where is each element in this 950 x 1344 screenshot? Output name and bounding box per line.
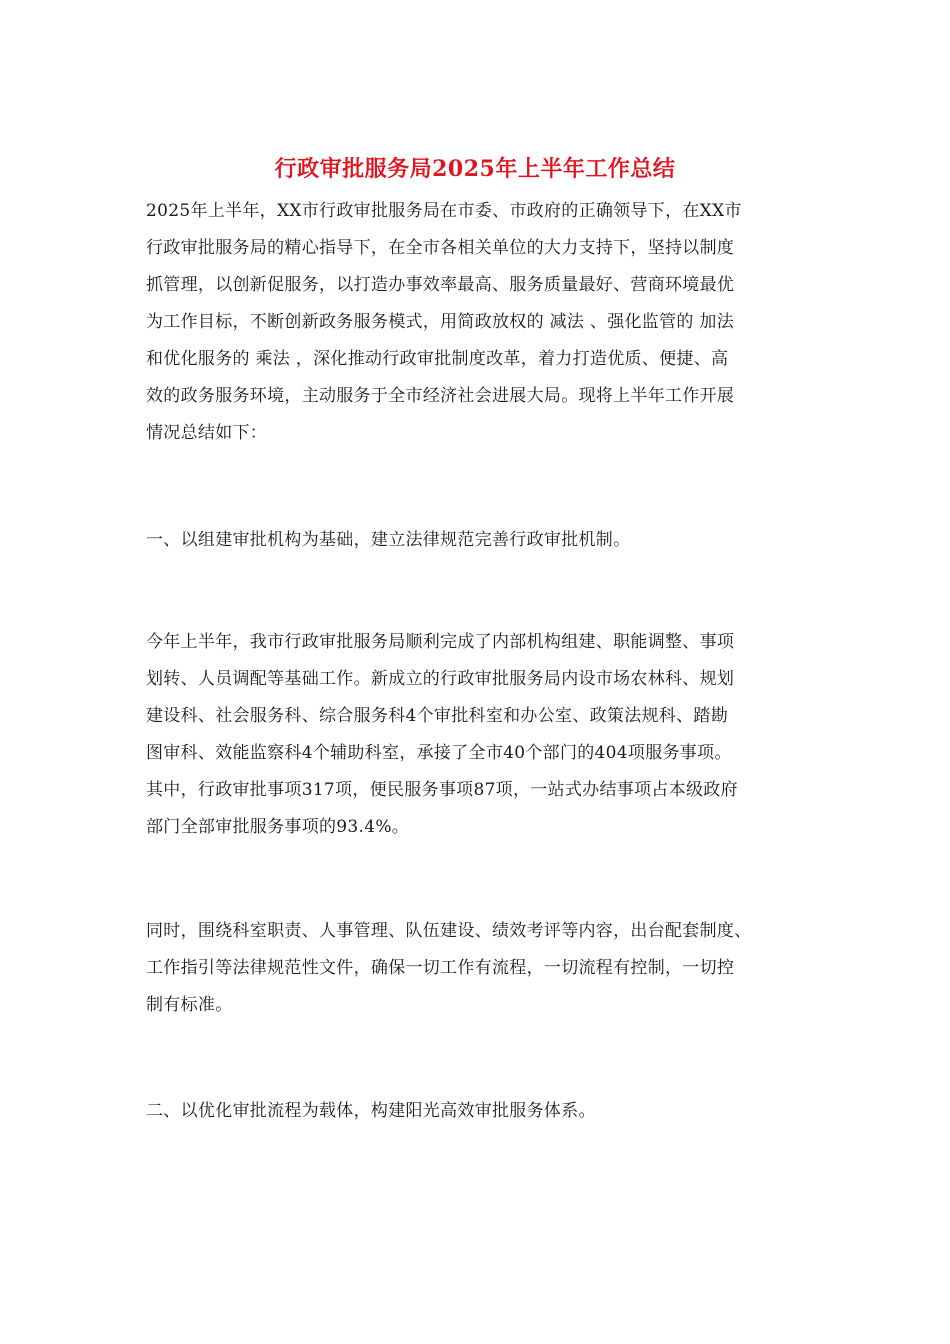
intro-line: 效的政务服务环境，主动服务于全市经济社会进展大局。现将上半年工作开展: [146, 386, 735, 406]
paragraph-line: 今年上半年，我市行政审批服务局顺利完成了内部机构组建、职能调整、事项: [146, 632, 735, 652]
intro-line: 2025年上半年，XX市行政审批服务局在市委、市政府的正确领导下，在XX市: [146, 201, 742, 221]
section-heading-2: 二、以优化审批流程为载体，构建阳光高效审批服务体系。: [146, 1101, 596, 1121]
paragraph-line: 其中，行政审批事项317项，便民服务事项87项，一站式办结事项占本级政府: [146, 780, 738, 800]
intro-line: 和优化服务的 乘法 ，深化推动行政审批制度改革，着力打造优质、便捷、高: [146, 349, 729, 369]
paragraph-line: 同时，围绕科室职责、人事管理、队伍建设、绩效考评等内容，出台配套制度、: [146, 921, 752, 941]
document-title: 行政审批服务局2025年上半年工作总结: [274, 156, 676, 182]
paragraph-line: 制有标准。: [146, 995, 233, 1015]
intro-line: 为工作目标，不断创新政务服务模式，用简政放权的 减法 、强化监管的 加法: [146, 312, 735, 332]
intro-line: 情况总结如下：: [146, 423, 268, 443]
paragraph-line: 划转、人员调配等基础工作。新成立的行政审批服务局内设市场农林科、规划: [146, 669, 735, 689]
paragraph-line: 工作指引等法律规范性文件，确保一切工作有流程，一切流程有控制，一切控: [146, 958, 735, 978]
intro-line: 抓管理，以创新促服务，以打造办事效率最高、服务质量最好、营商环境最优: [146, 275, 735, 295]
paragraph-line: 部门全部审批服务事项的93.4%。: [146, 817, 410, 837]
paragraph-line: 建设科、社会服务科、综合服务科4个审批科室和办公室、政策法规科、踏勘: [146, 706, 729, 726]
intro-line: 行政审批服务局的精心指导下，在全市各相关单位的大力支持下，坚持以制度: [146, 238, 735, 258]
section-heading-1: 一、以组建审批机构为基础，建立法律规范完善行政审批机制。: [146, 530, 631, 550]
paragraph-line: 图审科、效能监察科4个辅助科室，承接了全市40个部门的404项服务事项。: [146, 743, 732, 763]
